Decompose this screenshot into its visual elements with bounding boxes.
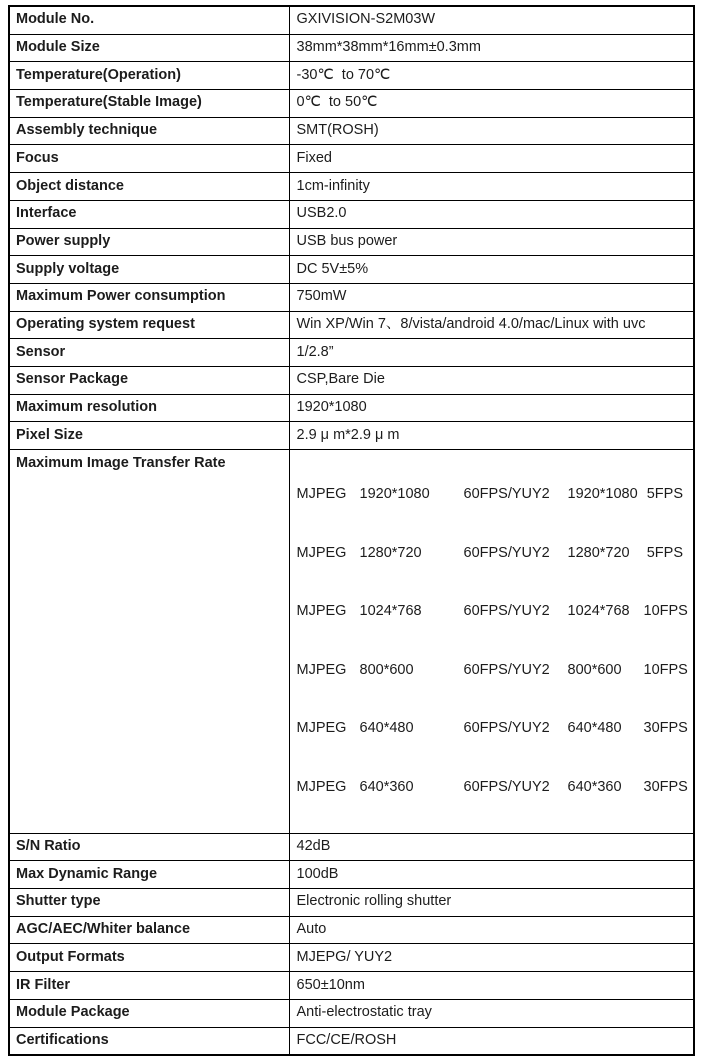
table-row-supply-voltage [9,256,694,284]
table-row-power-supply [9,228,694,256]
spec-label: Sensor Package [9,366,289,394]
table-row-agc-aec-white-balance [9,916,694,944]
rate-format2: 60FPS/YUY2 [463,603,550,620]
rate-format2: 60FPS/YUY2 [463,544,550,561]
table-row-interface [9,200,694,228]
table-row-assembly-technique [9,117,694,145]
rate-format1: MJPEG [296,486,347,503]
transfer-rate-line [290,774,694,801]
spec-label: Certifications [9,1027,289,1055]
spec-label: Sensor [9,339,289,367]
rate-res2: 800*600 [567,661,622,678]
spec-value: -30℃ to 70℃ [289,62,694,90]
spec-value: 1920*1080 [289,394,694,422]
rate-fps2: 30FPS [643,720,688,737]
spec-value: 1/2.8” [289,339,694,367]
spec-label: IR Filter [9,972,289,1000]
spec-value: USB bus power [289,228,694,256]
table-row-module-size [9,34,694,62]
transfer-rate-line [290,657,694,684]
rate-res1: 1024*768 [359,603,422,620]
rate-res2: 1280*720 [567,544,630,561]
spec-label: Temperature(Operation) [9,62,289,90]
table-row-output-formats [9,944,694,972]
spec-label: Object distance [9,173,289,201]
rate-res2: 640*360 [567,778,622,795]
spec-value: Fixed [289,145,694,173]
transfer-rate-line [290,482,694,509]
table-row-sn-ratio [9,833,694,861]
spec-label: Output Formats [9,944,289,972]
spec-label: Assembly technique [9,117,289,145]
rate-fps2: 5FPS [646,544,683,561]
rate-format1: MJPEG [296,603,347,620]
spec-value: CSP,Bare Die [289,366,694,394]
table-row-sensor [9,339,694,367]
rate-res2: 1024*768 [567,603,630,620]
spec-value: 38mm*38mm*16mm±0.3mm [289,34,694,62]
table-row-sensor-package [9,366,694,394]
spec-value: 1cm-infinity [289,173,694,201]
spec-label: Maximum resolution [9,394,289,422]
table-row-operating-system-request [9,311,694,339]
table-row-certifications [9,1027,694,1055]
spec-label: Module Size [9,34,289,62]
spec-value-transfer-rates [289,450,694,834]
spec-label: S/N Ratio [9,833,289,861]
rate-res1: 1920*1080 [359,486,430,503]
spec-value: DC 5V±5% [289,256,694,284]
spec-value: 750mW [289,283,694,311]
rate-format1: MJPEG [296,778,347,795]
spec-label: Interface [9,200,289,228]
rate-res1: 640*360 [359,778,414,795]
spec-label: Temperature(Stable Image) [9,90,289,118]
spec-value: Anti-electrostatic tray [289,999,694,1027]
table-row-pixel-size [9,422,694,450]
rate-fps2: 30FPS [643,778,688,795]
spec-label: Power supply [9,228,289,256]
table-row-focus [9,145,694,173]
spec-label: AGC/AEC/Whiter balance [9,916,289,944]
table-row-ir-filter [9,972,694,1000]
table-row-temperature-operation [9,62,694,90]
spec-value: 100dB [289,861,694,889]
spec-label: Focus [9,145,289,173]
spec-value: 2.9 μ m*2.9 μ m [289,422,694,450]
rate-res2: 640*480 [567,720,622,737]
rate-format2: 60FPS/YUY2 [463,720,550,737]
rate-res1: 640*480 [359,720,414,737]
spec-value: GXIVISION-S2M03W [289,6,694,34]
rate-fps2: 5FPS [646,486,683,503]
rate-fps2: 10FPS [643,661,688,678]
spec-label: Pixel Size [9,422,289,450]
rate-res2: 1920*1080 [567,486,638,503]
spec-value: FCC/CE/ROSH [289,1027,694,1055]
rate-format1: MJPEG [296,544,347,561]
spec-label: Module No. [9,6,289,34]
table-row-maximum-power-consumption [9,283,694,311]
spec-value: 650±10nm [289,972,694,1000]
spec-label: Supply voltage [9,256,289,284]
rate-format2: 60FPS/YUY2 [463,486,550,503]
transfer-rate-line [290,599,694,626]
transfer-rate-line [290,716,694,743]
table-row-maximum-image-transfer-rate [9,450,694,834]
table-row-shutter-type [9,889,694,917]
spec-label: Max Dynamic Range [9,861,289,889]
spec-label: Shutter type [9,889,289,917]
spec-label: Maximum Image Transfer Rate [9,450,289,834]
spec-value: MJEPG/ YUY2 [289,944,694,972]
spec-value: SMT(ROSH) [289,117,694,145]
spec-value: 0℃ to 50℃ [289,90,694,118]
rate-res1: 800*600 [359,661,414,678]
spec-label: Maximum Power consumption [9,283,289,311]
spec-value: 42dB [289,833,694,861]
table-row-module-no [9,6,694,34]
table-row-max-dynamic-range [9,861,694,889]
spec-label: Module Package [9,999,289,1027]
table-row-object-distance [9,173,694,201]
spec-table [8,5,695,1056]
rate-res1: 1280*720 [359,544,422,561]
rate-format2: 60FPS/YUY2 [463,778,550,795]
spec-value: USB2.0 [289,200,694,228]
table-row-maximum-resolution [9,394,694,422]
spec-value: Win XP/Win 7、8/vista/android 4.0/mac/Linux with uvc [289,311,694,339]
rate-format1: MJPEG [296,720,347,737]
spec-label: Operating system request [9,311,289,339]
rate-format2: 60FPS/YUY2 [463,661,550,678]
spec-value: Auto [289,916,694,944]
spec-value: Electronic rolling shutter [289,889,694,917]
table-row-temperature-stable-image [9,90,694,118]
transfer-rate-line [290,540,694,567]
rate-fps2: 10FPS [643,603,688,620]
rate-format1: MJPEG [296,661,347,678]
table-row-module-package [9,999,694,1027]
